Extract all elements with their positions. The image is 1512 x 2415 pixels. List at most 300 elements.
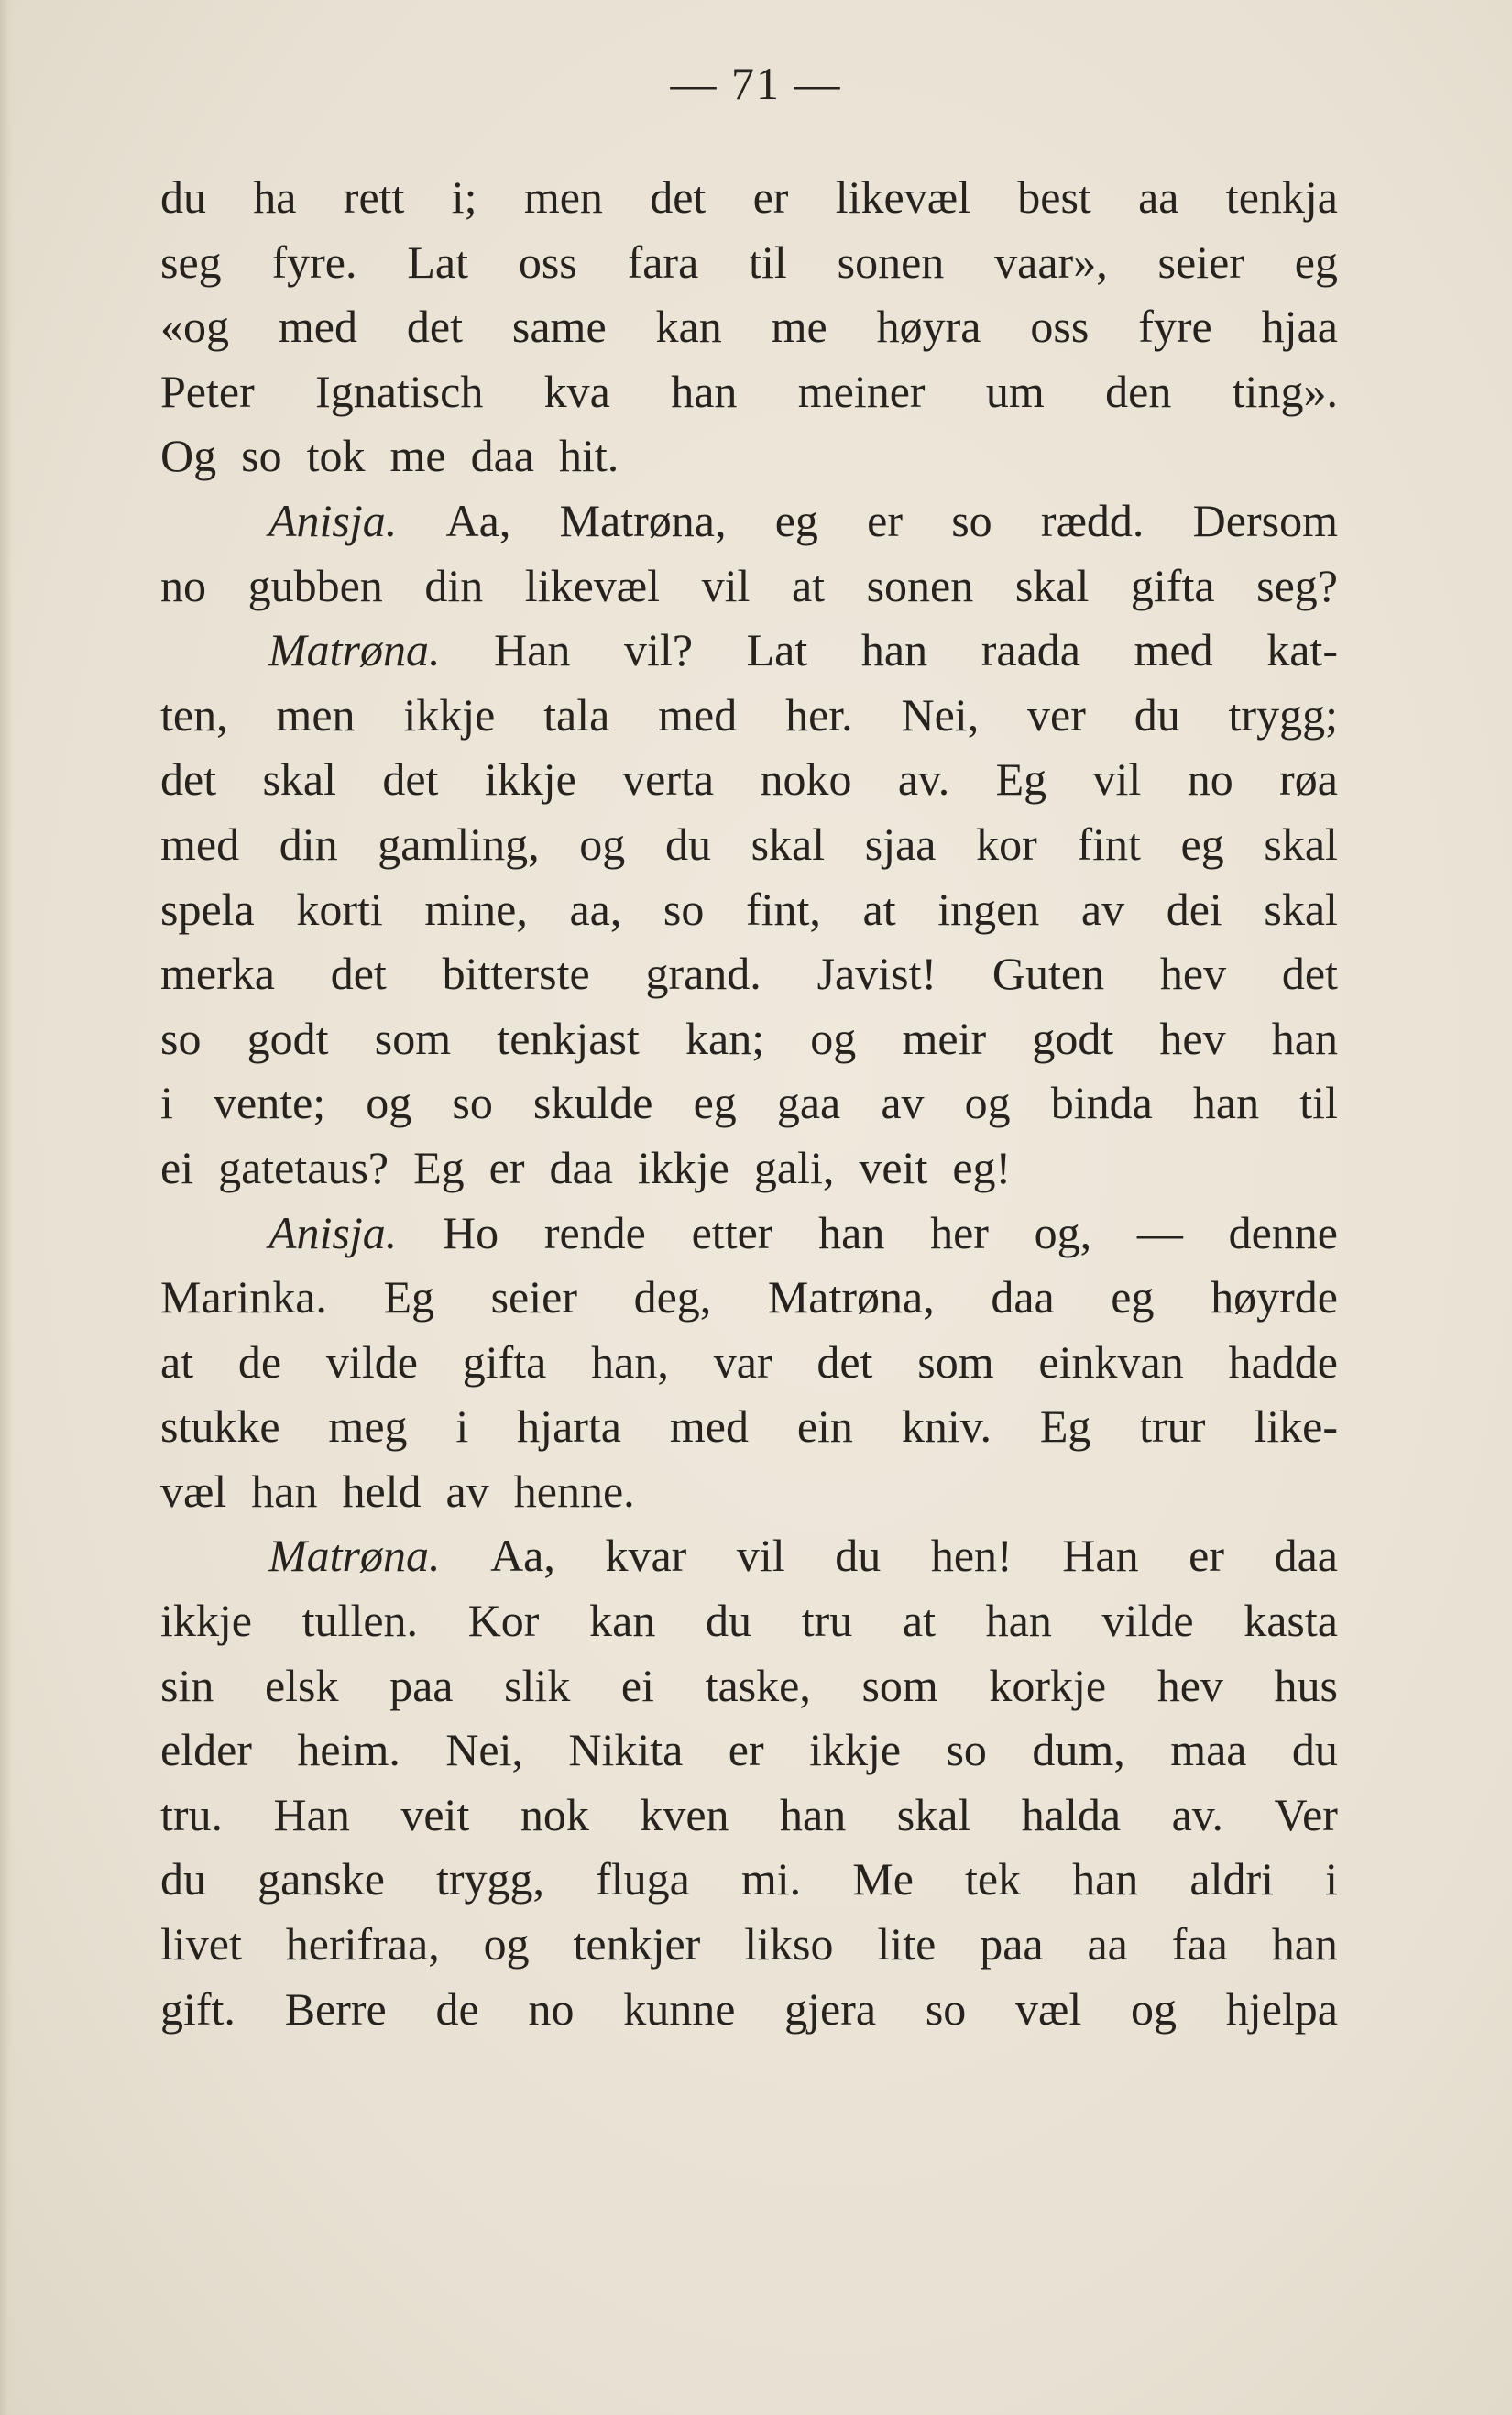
word: og xyxy=(579,818,626,870)
word: han xyxy=(1271,1918,1338,1970)
word: tru xyxy=(801,1595,853,1647)
word: trygg; xyxy=(1228,688,1338,741)
word: høyrde xyxy=(1211,1271,1338,1323)
word: skal xyxy=(1264,883,1338,935)
word: so xyxy=(951,494,992,546)
word: nok xyxy=(520,1788,589,1840)
word: um xyxy=(985,365,1045,417)
word: gamling, xyxy=(378,818,540,870)
word: ikkje xyxy=(403,688,496,741)
word: var xyxy=(713,1335,772,1388)
word: — xyxy=(1136,1206,1183,1258)
word: «og xyxy=(160,301,229,353)
word: me xyxy=(389,430,446,482)
word: no xyxy=(1187,753,1233,806)
word: hus xyxy=(1274,1659,1338,1711)
word: her. xyxy=(785,688,853,741)
word: av xyxy=(445,1465,489,1517)
word: du xyxy=(706,1595,752,1647)
word: at xyxy=(902,1595,936,1647)
word: og xyxy=(483,1918,530,1970)
word: slik xyxy=(504,1659,571,1711)
word: kan xyxy=(589,1595,656,1647)
text-line xyxy=(160,1070,1338,1136)
text-line xyxy=(160,1459,1338,1524)
word: han xyxy=(985,1595,1052,1647)
word: same xyxy=(511,301,607,353)
word: det xyxy=(1281,948,1338,1000)
word: du xyxy=(160,1853,206,1905)
text-line xyxy=(160,1718,1338,1783)
text-line xyxy=(160,423,1338,488)
word: paa xyxy=(980,1918,1044,1970)
word: din xyxy=(279,818,338,870)
word: spela xyxy=(160,883,255,935)
word: Aa, xyxy=(445,494,511,546)
word: fint xyxy=(1077,818,1141,870)
word: hev xyxy=(1159,1012,1226,1064)
word: daa xyxy=(991,1271,1055,1323)
word: gifta xyxy=(462,1335,547,1388)
word: Nei, xyxy=(445,1724,523,1776)
word: det xyxy=(406,301,463,353)
word: elsk xyxy=(264,1659,339,1711)
word: etter xyxy=(691,1206,773,1258)
word: noko xyxy=(760,753,852,806)
word: trygg, xyxy=(435,1853,545,1905)
word: vil? xyxy=(624,624,694,676)
text-line xyxy=(160,1201,1338,1266)
word: til xyxy=(1299,1077,1338,1129)
word: som xyxy=(917,1335,994,1388)
word: Kor xyxy=(467,1595,540,1647)
word: raada xyxy=(981,624,1080,676)
text-line xyxy=(160,1330,1338,1395)
word: so xyxy=(946,1724,987,1776)
word: godt xyxy=(247,1012,329,1064)
word: seg? xyxy=(1256,559,1338,611)
word: aa xyxy=(1138,171,1179,223)
word: ei xyxy=(160,1141,194,1193)
text-line xyxy=(160,294,1338,359)
text-line xyxy=(160,683,1338,748)
word: halda xyxy=(1021,1788,1122,1840)
word: vilde xyxy=(325,1335,418,1388)
word: Ignatisch xyxy=(315,365,484,417)
word: likevæl xyxy=(524,559,661,611)
word: Ho xyxy=(443,1206,499,1258)
word: Matrøna, xyxy=(767,1271,935,1323)
word: med xyxy=(1134,624,1213,676)
text-line xyxy=(160,618,1338,683)
word: han xyxy=(818,1206,885,1258)
word: den xyxy=(1105,365,1172,417)
word: ver xyxy=(1027,688,1086,741)
word: hadde xyxy=(1228,1335,1338,1388)
word: aa, xyxy=(569,883,622,935)
word: gift. xyxy=(160,1982,236,2035)
word: rende xyxy=(543,1206,646,1258)
word: i xyxy=(455,1400,469,1453)
text-line xyxy=(160,941,1338,1006)
word: no xyxy=(160,559,206,611)
word: han xyxy=(1192,1077,1260,1129)
word: maa xyxy=(1170,1724,1247,1776)
word: held xyxy=(342,1465,422,1517)
word: oss xyxy=(518,236,577,288)
speaker-name: Matrøna. xyxy=(268,1530,441,1582)
word: hit. xyxy=(558,430,619,482)
word: heim. xyxy=(297,1724,400,1776)
word: at xyxy=(160,1335,194,1388)
word: det xyxy=(816,1335,873,1388)
word: kan; xyxy=(685,1012,765,1064)
word: seier xyxy=(1157,236,1244,288)
word: tenkjer xyxy=(573,1918,701,1970)
word: i xyxy=(160,1077,173,1129)
word: er xyxy=(867,494,903,546)
word: seg xyxy=(160,236,222,288)
word: eg xyxy=(693,1077,737,1129)
word: binda xyxy=(1050,1077,1153,1129)
word: daa xyxy=(470,430,534,482)
word: de xyxy=(237,1335,282,1388)
word: aa xyxy=(1087,1918,1128,1970)
word: kniv. xyxy=(901,1400,992,1453)
word: daa xyxy=(549,1141,613,1193)
word: herifraa, xyxy=(285,1918,440,1970)
word: at xyxy=(862,883,896,935)
word: merka xyxy=(160,948,275,1000)
word: dum, xyxy=(1032,1724,1125,1776)
word: ei xyxy=(620,1659,655,1711)
text-line xyxy=(160,1653,1338,1718)
word: Han xyxy=(494,624,571,676)
text-line xyxy=(160,1912,1338,1977)
word: tek xyxy=(964,1853,1022,1905)
word: lite xyxy=(877,1918,937,1970)
word: av xyxy=(1080,883,1125,935)
word: Nei, xyxy=(901,688,980,741)
word: han, xyxy=(591,1335,669,1388)
word: denne xyxy=(1228,1206,1338,1258)
word: Og xyxy=(160,430,217,482)
word: godt xyxy=(1032,1012,1114,1064)
word: sin xyxy=(160,1659,214,1711)
word: paa xyxy=(389,1659,454,1711)
text-line xyxy=(160,812,1338,877)
word: sonen xyxy=(866,559,974,611)
word: hjaa xyxy=(1261,301,1338,353)
word: røa xyxy=(1279,753,1338,806)
word: fint, xyxy=(745,883,821,935)
word: sonen xyxy=(837,236,945,288)
word: gatetaus? xyxy=(218,1141,389,1193)
word: Javist! xyxy=(816,948,937,1000)
word: Peter xyxy=(160,365,255,417)
word: med xyxy=(160,818,240,870)
word: og, xyxy=(1034,1206,1092,1258)
word: rett xyxy=(343,171,405,223)
word: oss xyxy=(1030,301,1090,353)
word: eg xyxy=(1180,818,1224,870)
text-line xyxy=(160,747,1338,812)
word: det xyxy=(160,753,217,806)
word: tru. xyxy=(160,1788,224,1840)
word: høyra xyxy=(876,301,981,353)
word: Berre xyxy=(284,1982,387,2035)
word: fyre xyxy=(1138,301,1212,353)
text-line xyxy=(160,1394,1338,1459)
text-line xyxy=(160,359,1338,424)
word: de xyxy=(435,1982,479,2035)
word: Eg xyxy=(413,1141,465,1193)
word: gjera xyxy=(784,1982,877,2035)
word: sjaa xyxy=(864,818,937,870)
word: likso xyxy=(744,1918,834,1970)
word: seier xyxy=(490,1271,577,1323)
word: gaa xyxy=(776,1077,841,1129)
page-edge xyxy=(0,0,13,2415)
word: han xyxy=(780,1788,847,1840)
word: væl xyxy=(1015,1982,1082,2035)
speaker-name: Anisja. xyxy=(268,1206,398,1258)
word: kasta xyxy=(1244,1595,1338,1647)
word: bitterste xyxy=(442,948,590,1000)
word: Han xyxy=(1062,1530,1139,1582)
text-line xyxy=(160,1977,1338,2042)
word: eg xyxy=(1294,236,1338,288)
word: han xyxy=(671,365,738,417)
word: fluga xyxy=(596,1853,690,1905)
word: ein xyxy=(796,1400,853,1453)
word: vil xyxy=(701,559,751,611)
word: tenkja xyxy=(1225,171,1338,223)
text-line xyxy=(160,877,1338,942)
word: vilde xyxy=(1101,1595,1194,1647)
word: skal xyxy=(896,1788,971,1840)
word: me xyxy=(771,301,827,353)
word: rædd. xyxy=(1040,494,1145,546)
word: gali, xyxy=(753,1141,835,1193)
word: til xyxy=(749,236,787,288)
word: det xyxy=(382,753,439,806)
word: din xyxy=(424,559,484,611)
word: hev xyxy=(1159,948,1227,1000)
word: kan xyxy=(655,301,722,353)
word: meg xyxy=(328,1400,408,1453)
word: ikkje xyxy=(160,1595,252,1647)
word: og xyxy=(1131,1982,1178,2035)
word: vil xyxy=(1092,753,1142,806)
word: som xyxy=(861,1659,938,1711)
word: at xyxy=(791,559,826,611)
word: Me xyxy=(852,1853,914,1905)
text-line xyxy=(160,1588,1338,1653)
word: og xyxy=(810,1012,857,1064)
word: hen! xyxy=(930,1530,1013,1582)
word: vil xyxy=(736,1530,785,1582)
word: mi. xyxy=(740,1853,802,1905)
page-number-header: — 71 — xyxy=(670,58,842,109)
body-text xyxy=(160,165,1338,2041)
word: likevæl xyxy=(835,171,970,223)
word: eg! xyxy=(952,1141,1012,1193)
word: her xyxy=(930,1206,989,1258)
word: Eg xyxy=(383,1271,435,1323)
word: med xyxy=(658,688,738,741)
word: væl xyxy=(160,1465,227,1517)
word: faa xyxy=(1171,1918,1228,1970)
word: stukke xyxy=(160,1400,280,1453)
text-line xyxy=(160,1523,1338,1588)
word: kat- xyxy=(1266,624,1338,676)
word: du xyxy=(835,1530,882,1582)
word: Marinka. xyxy=(160,1271,327,1323)
word: korkje xyxy=(989,1659,1107,1711)
word: er xyxy=(1189,1530,1224,1582)
word: hjelpa xyxy=(1225,1982,1338,2035)
word: aldri xyxy=(1189,1853,1275,1905)
word: han xyxy=(251,1465,318,1517)
word: gubben xyxy=(247,559,383,611)
word: Guten xyxy=(992,948,1105,1000)
word: livet xyxy=(160,1918,242,1970)
word: han xyxy=(860,624,928,676)
word: best xyxy=(1017,171,1091,223)
word: tullen. xyxy=(301,1595,419,1647)
text-line xyxy=(160,1136,1338,1201)
word: so xyxy=(452,1077,493,1129)
word: meiner xyxy=(797,365,926,417)
word: tok xyxy=(306,430,366,482)
word: so xyxy=(663,883,705,935)
word: kven xyxy=(640,1788,729,1840)
word: ten, xyxy=(160,688,228,741)
word: kvar xyxy=(605,1530,687,1582)
word: Lat xyxy=(407,236,468,288)
word: ting». xyxy=(1232,365,1338,417)
word: hev xyxy=(1156,1659,1223,1711)
word: fyre. xyxy=(271,236,357,288)
word: skal xyxy=(1014,559,1090,611)
word: i xyxy=(1325,1853,1338,1905)
word: av. xyxy=(897,753,950,806)
word: Lat xyxy=(746,624,808,676)
word: Nikita xyxy=(568,1724,684,1776)
word: vaar», xyxy=(994,236,1108,288)
word: ingen xyxy=(937,883,1040,935)
word: trur xyxy=(1139,1400,1206,1453)
word: tenkjast xyxy=(497,1012,640,1064)
word: du xyxy=(160,171,206,223)
word: ha xyxy=(253,171,297,223)
word: einkvan xyxy=(1038,1335,1184,1388)
word: av. xyxy=(1171,1788,1224,1840)
word: eg xyxy=(774,494,818,546)
word: ikkje xyxy=(809,1724,902,1776)
word: det xyxy=(650,171,707,223)
text-line xyxy=(160,554,1338,619)
word: Eg xyxy=(995,753,1047,806)
word: hjarta xyxy=(517,1400,621,1453)
word: daa xyxy=(1274,1530,1338,1582)
word: skal xyxy=(262,753,336,806)
word: dei xyxy=(1166,883,1222,935)
text-line xyxy=(160,1006,1338,1071)
word: henne. xyxy=(513,1465,635,1517)
word: Matrøna, xyxy=(559,494,727,546)
word: du xyxy=(664,818,711,870)
word: han xyxy=(1072,1853,1139,1905)
word: kunne xyxy=(623,1982,736,2035)
word: eg xyxy=(1111,1271,1155,1323)
word: og xyxy=(366,1077,412,1129)
word: tala xyxy=(543,688,610,741)
speaker-name: Anisja. xyxy=(268,494,398,546)
word: men xyxy=(276,688,356,741)
word: ganske xyxy=(257,1853,385,1905)
word: han xyxy=(1271,1012,1338,1064)
word: kva xyxy=(543,365,610,417)
word: det xyxy=(330,948,387,1000)
word: mine, xyxy=(424,883,528,935)
word: Ver xyxy=(1274,1788,1338,1840)
word: med xyxy=(669,1400,749,1453)
word: verta xyxy=(622,753,715,806)
word: er xyxy=(752,171,789,223)
word: skal xyxy=(1264,818,1338,870)
word: so xyxy=(160,1012,202,1064)
word: deg, xyxy=(633,1271,712,1323)
word: i; xyxy=(451,171,477,223)
word: og xyxy=(964,1077,1011,1129)
speaker-name: Matrøna. xyxy=(268,624,441,676)
word: som xyxy=(374,1012,452,1064)
text-line xyxy=(160,1265,1338,1330)
word: grand. xyxy=(645,948,761,1000)
word: vente; xyxy=(214,1077,326,1129)
word: Han xyxy=(273,1788,350,1840)
word: like- xyxy=(1254,1400,1338,1453)
word: Aa, xyxy=(490,1530,555,1582)
text-line xyxy=(160,488,1338,554)
text-line xyxy=(160,1847,1338,1912)
word: ikkje xyxy=(637,1141,729,1193)
word: kor xyxy=(976,818,1037,870)
word: elder xyxy=(160,1724,252,1776)
word: er xyxy=(488,1141,525,1193)
word: korti xyxy=(296,883,383,935)
word: skulde xyxy=(532,1077,653,1129)
word: du xyxy=(1291,1724,1338,1776)
text-line xyxy=(160,230,1338,295)
word: fara xyxy=(627,236,699,288)
word: veit xyxy=(400,1788,470,1840)
word: Dersom xyxy=(1192,494,1338,546)
word: du xyxy=(1134,688,1180,741)
word: skal xyxy=(751,818,826,870)
word: no xyxy=(528,1982,575,2035)
text-line xyxy=(160,165,1338,230)
word: ikkje xyxy=(484,753,576,806)
word: med xyxy=(278,301,357,353)
word: gifta xyxy=(1130,559,1215,611)
text-line xyxy=(160,1783,1338,1848)
word: Eg xyxy=(1039,1400,1091,1453)
word: av xyxy=(881,1077,925,1129)
word: men xyxy=(523,171,603,223)
